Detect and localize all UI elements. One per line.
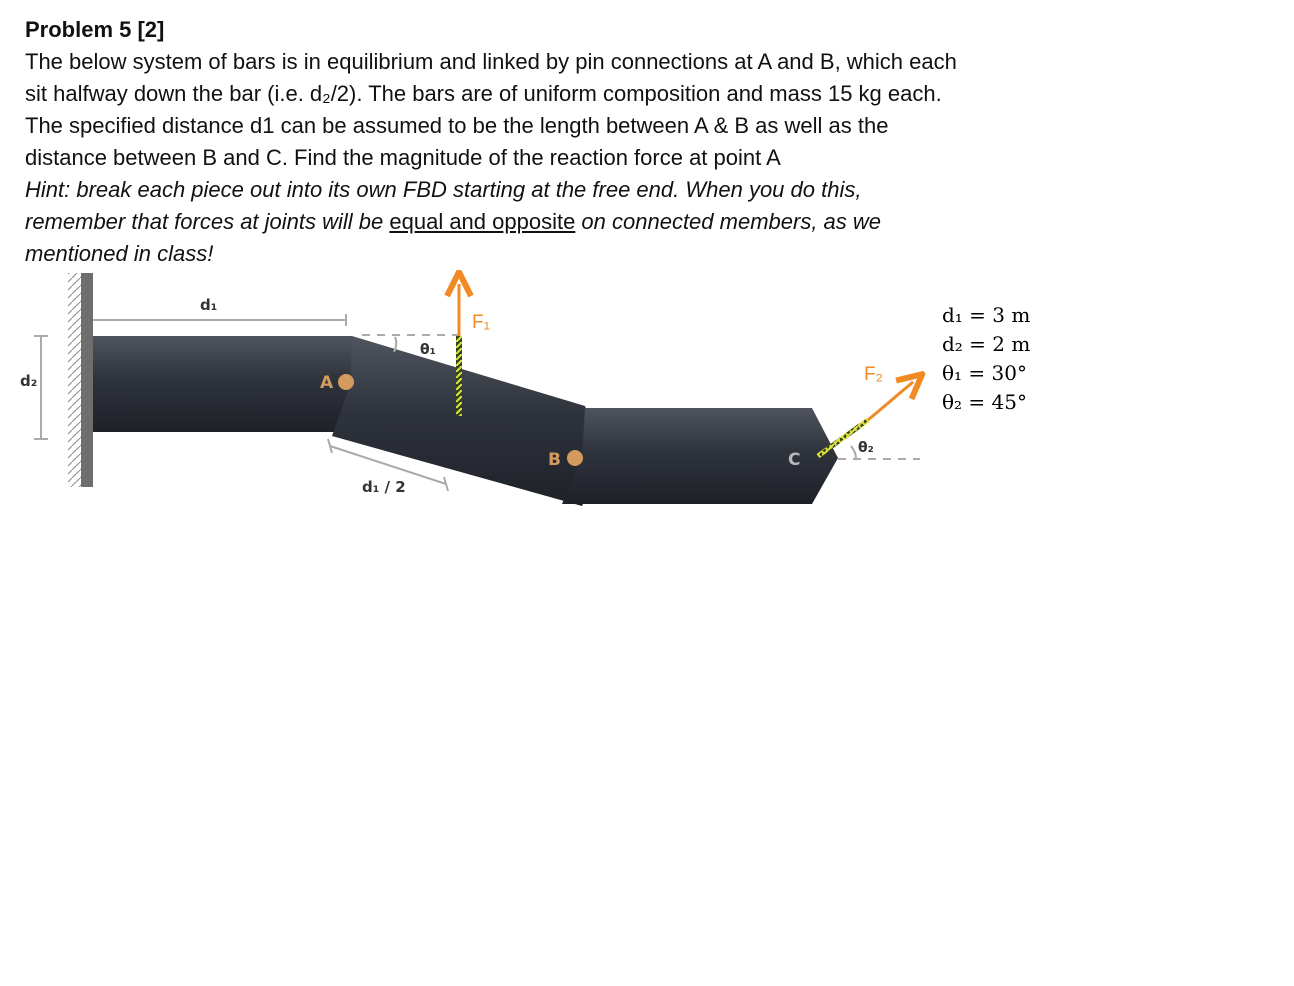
problem-title: Problem 5 [2] xyxy=(25,17,165,42)
hint-line-3: mentioned in class! xyxy=(25,241,214,266)
hint-line-2-end: on connected members, as we xyxy=(575,209,882,234)
point-b-label: B xyxy=(548,450,561,470)
half-d1-label: d₁ / 2 xyxy=(362,478,406,496)
d1-dimension xyxy=(93,314,346,326)
pin-a xyxy=(338,374,354,390)
problem-text xyxy=(25,14,1105,270)
given-d1: d₁ = 3 m xyxy=(942,303,1031,327)
point-c-label: C xyxy=(788,450,801,470)
pin-b xyxy=(567,450,583,466)
hint-line-2-start: remember that forces at joints will be xyxy=(25,209,390,234)
given-values xyxy=(942,303,1030,414)
f2-arrow xyxy=(868,382,913,420)
theta2-arc xyxy=(851,446,856,459)
hint-underlined-phrase: equal and opposite xyxy=(389,209,576,234)
theta1-arc xyxy=(394,337,396,352)
theta1-label: θ₁ xyxy=(420,342,436,358)
hint-line-1: Hint: break each piece out into its own FBD starting at the free end. When you do this, xyxy=(25,177,862,202)
wall xyxy=(68,273,93,487)
hint-line-2 xyxy=(25,206,1105,238)
point-a-label: A xyxy=(320,373,334,393)
given-theta1: θ₁ = 30° xyxy=(942,361,1027,385)
statement-line-2: sit halfway down the bar (i.e. d₂/2). The bars are of uniform composition and mass 15 kg each. xyxy=(25,81,942,106)
f1-label: F₁ xyxy=(472,312,491,333)
statement-line-1: The below system of bars is in equilibrium and linked by pin connections at A and B, which each xyxy=(25,49,957,74)
f1-cable xyxy=(456,336,462,416)
given-d2: d₂ = 2 m xyxy=(942,332,1031,356)
d2-label: d₂ xyxy=(20,372,38,390)
statement-line-4: distance between B and C. Find the magnitude of the reaction force at point A xyxy=(25,145,781,170)
d1-label: d₁ xyxy=(200,296,218,314)
statement-line-3: The specified distance d1 can be assumed to be the length between A & B as well as the xyxy=(25,113,889,138)
theta2-label: θ₂ xyxy=(858,440,874,456)
bar-system-diagram xyxy=(0,270,1294,530)
f2-label: F₂ xyxy=(864,364,883,385)
given-theta2: θ₂ = 45° xyxy=(942,390,1027,414)
